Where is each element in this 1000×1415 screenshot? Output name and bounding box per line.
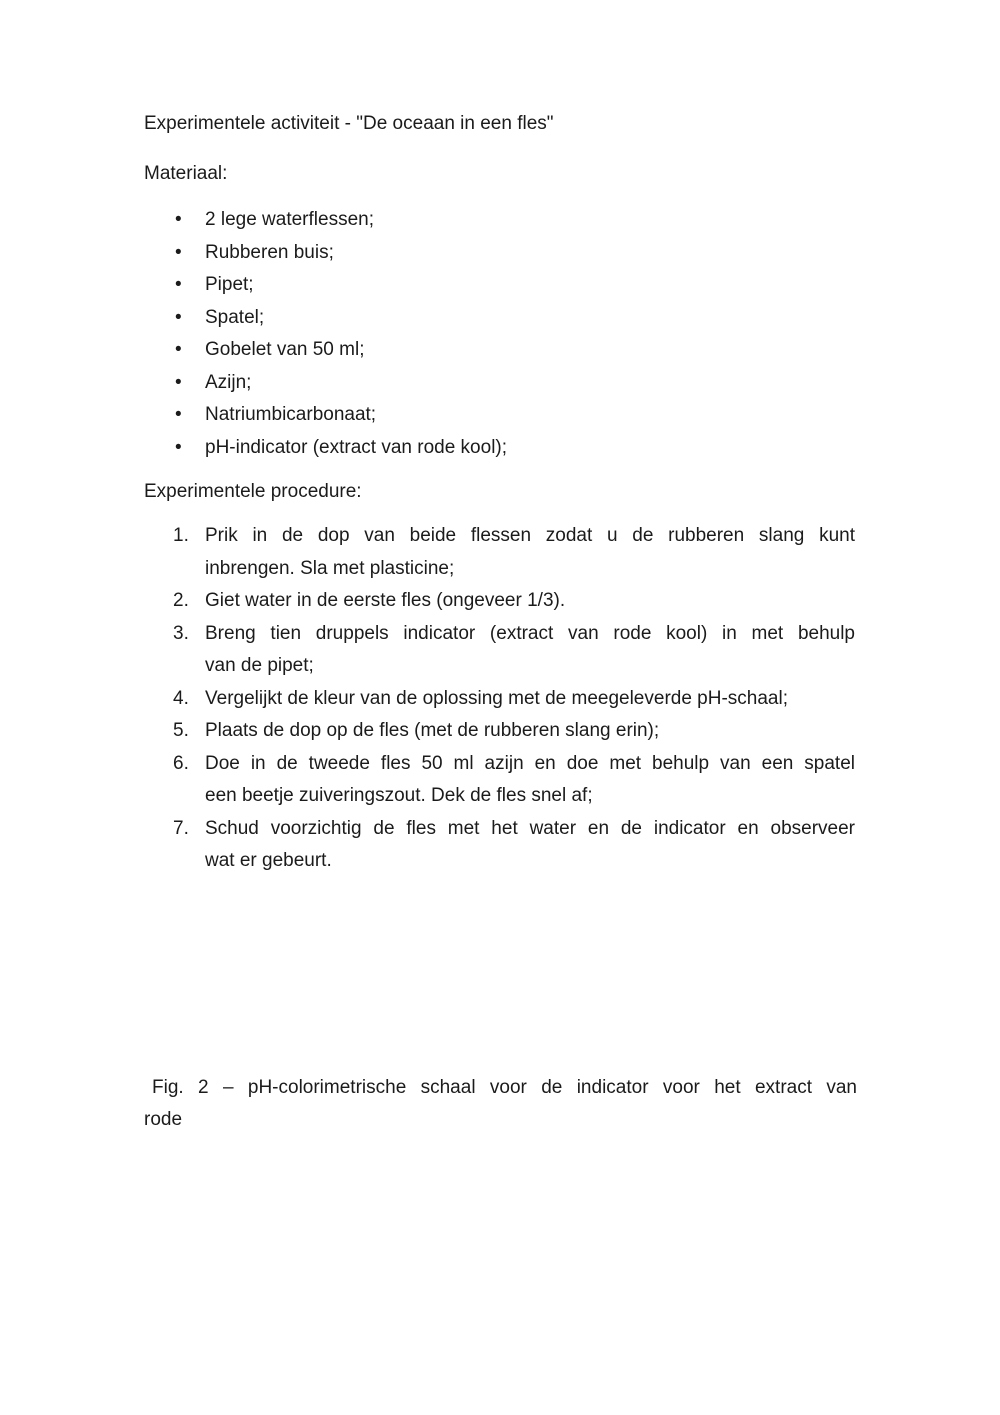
step-number: 4. — [173, 687, 189, 709]
step-line: Breng tien druppels indicator (extract van rode kool) in met behulp — [205, 622, 855, 644]
procedure-step — [144, 683, 855, 716]
procedure-step — [144, 748, 855, 813]
material-item: • Rubberen buis; — [144, 237, 857, 270]
step-line: een beetje zuiveringszout. Dek de fles snel af; — [205, 785, 593, 806]
step-number: 2. — [173, 590, 189, 611]
step-number: 5. — [173, 720, 189, 741]
step-number: 7. — [173, 817, 189, 839]
step-line: Plaats de dop op de fles (met de rubberen slang erin); — [205, 720, 660, 741]
procedure-heading: Experimentele procedure: — [144, 481, 362, 502]
materials-heading: Materiaal: — [144, 163, 228, 184]
procedure-step — [144, 520, 855, 585]
step-line: inbrengen. Sla met plasticine; — [205, 557, 455, 579]
procedure-step — [144, 585, 855, 618]
procedure-step — [144, 715, 855, 748]
document-title: Experimentele activiteit - "De oceaan in een fles" — [144, 113, 554, 134]
step-number: 6. — [173, 752, 189, 774]
step-line: Schud voorzichtig de fles met het water en de indicator en observeer — [205, 817, 855, 839]
caption-line: rode — [144, 1109, 183, 1130]
material-item: • pH-indicator (extract van rode kool); — [144, 432, 857, 465]
material-item: • Gobelet van 50 ml; — [144, 334, 857, 367]
material-item: • Pipet; — [144, 269, 857, 302]
procedure-step — [144, 618, 855, 683]
step-line: Prik in de dop van beide flessen zodat u de rubberen slang kunt — [205, 525, 855, 546]
step-line: Vergelijkt de kleur van de oplossing met de meegeleverde pH-schaal; — [205, 687, 788, 709]
material-item: • Azijn; — [144, 367, 857, 400]
procedure-list — [144, 520, 855, 878]
step-line: Doe in de tweede fles 50 ml azijn en doe met behulp van een spatel — [205, 752, 855, 774]
step-line: Giet water in de eerste fles (ongeveer 1/3). — [205, 590, 566, 611]
materials-list — [144, 204, 857, 464]
material-item: • 2 lege waterflessen; — [144, 204, 857, 237]
step-line: wat er gebeurt. — [205, 850, 332, 871]
figure-caption — [144, 1072, 857, 1136]
material-item: • Spatel; — [144, 302, 857, 335]
step-number: 1. — [173, 525, 189, 546]
step-line: van de pipet; — [205, 655, 314, 676]
step-number: 3. — [173, 622, 189, 644]
caption-line: Fig. 2 – pH-colorimetrische schaal voor de indicator voor het extract van — [152, 1077, 857, 1098]
material-item: • Natriumbicarbonaat; — [144, 399, 857, 432]
procedure-step — [144, 813, 855, 878]
